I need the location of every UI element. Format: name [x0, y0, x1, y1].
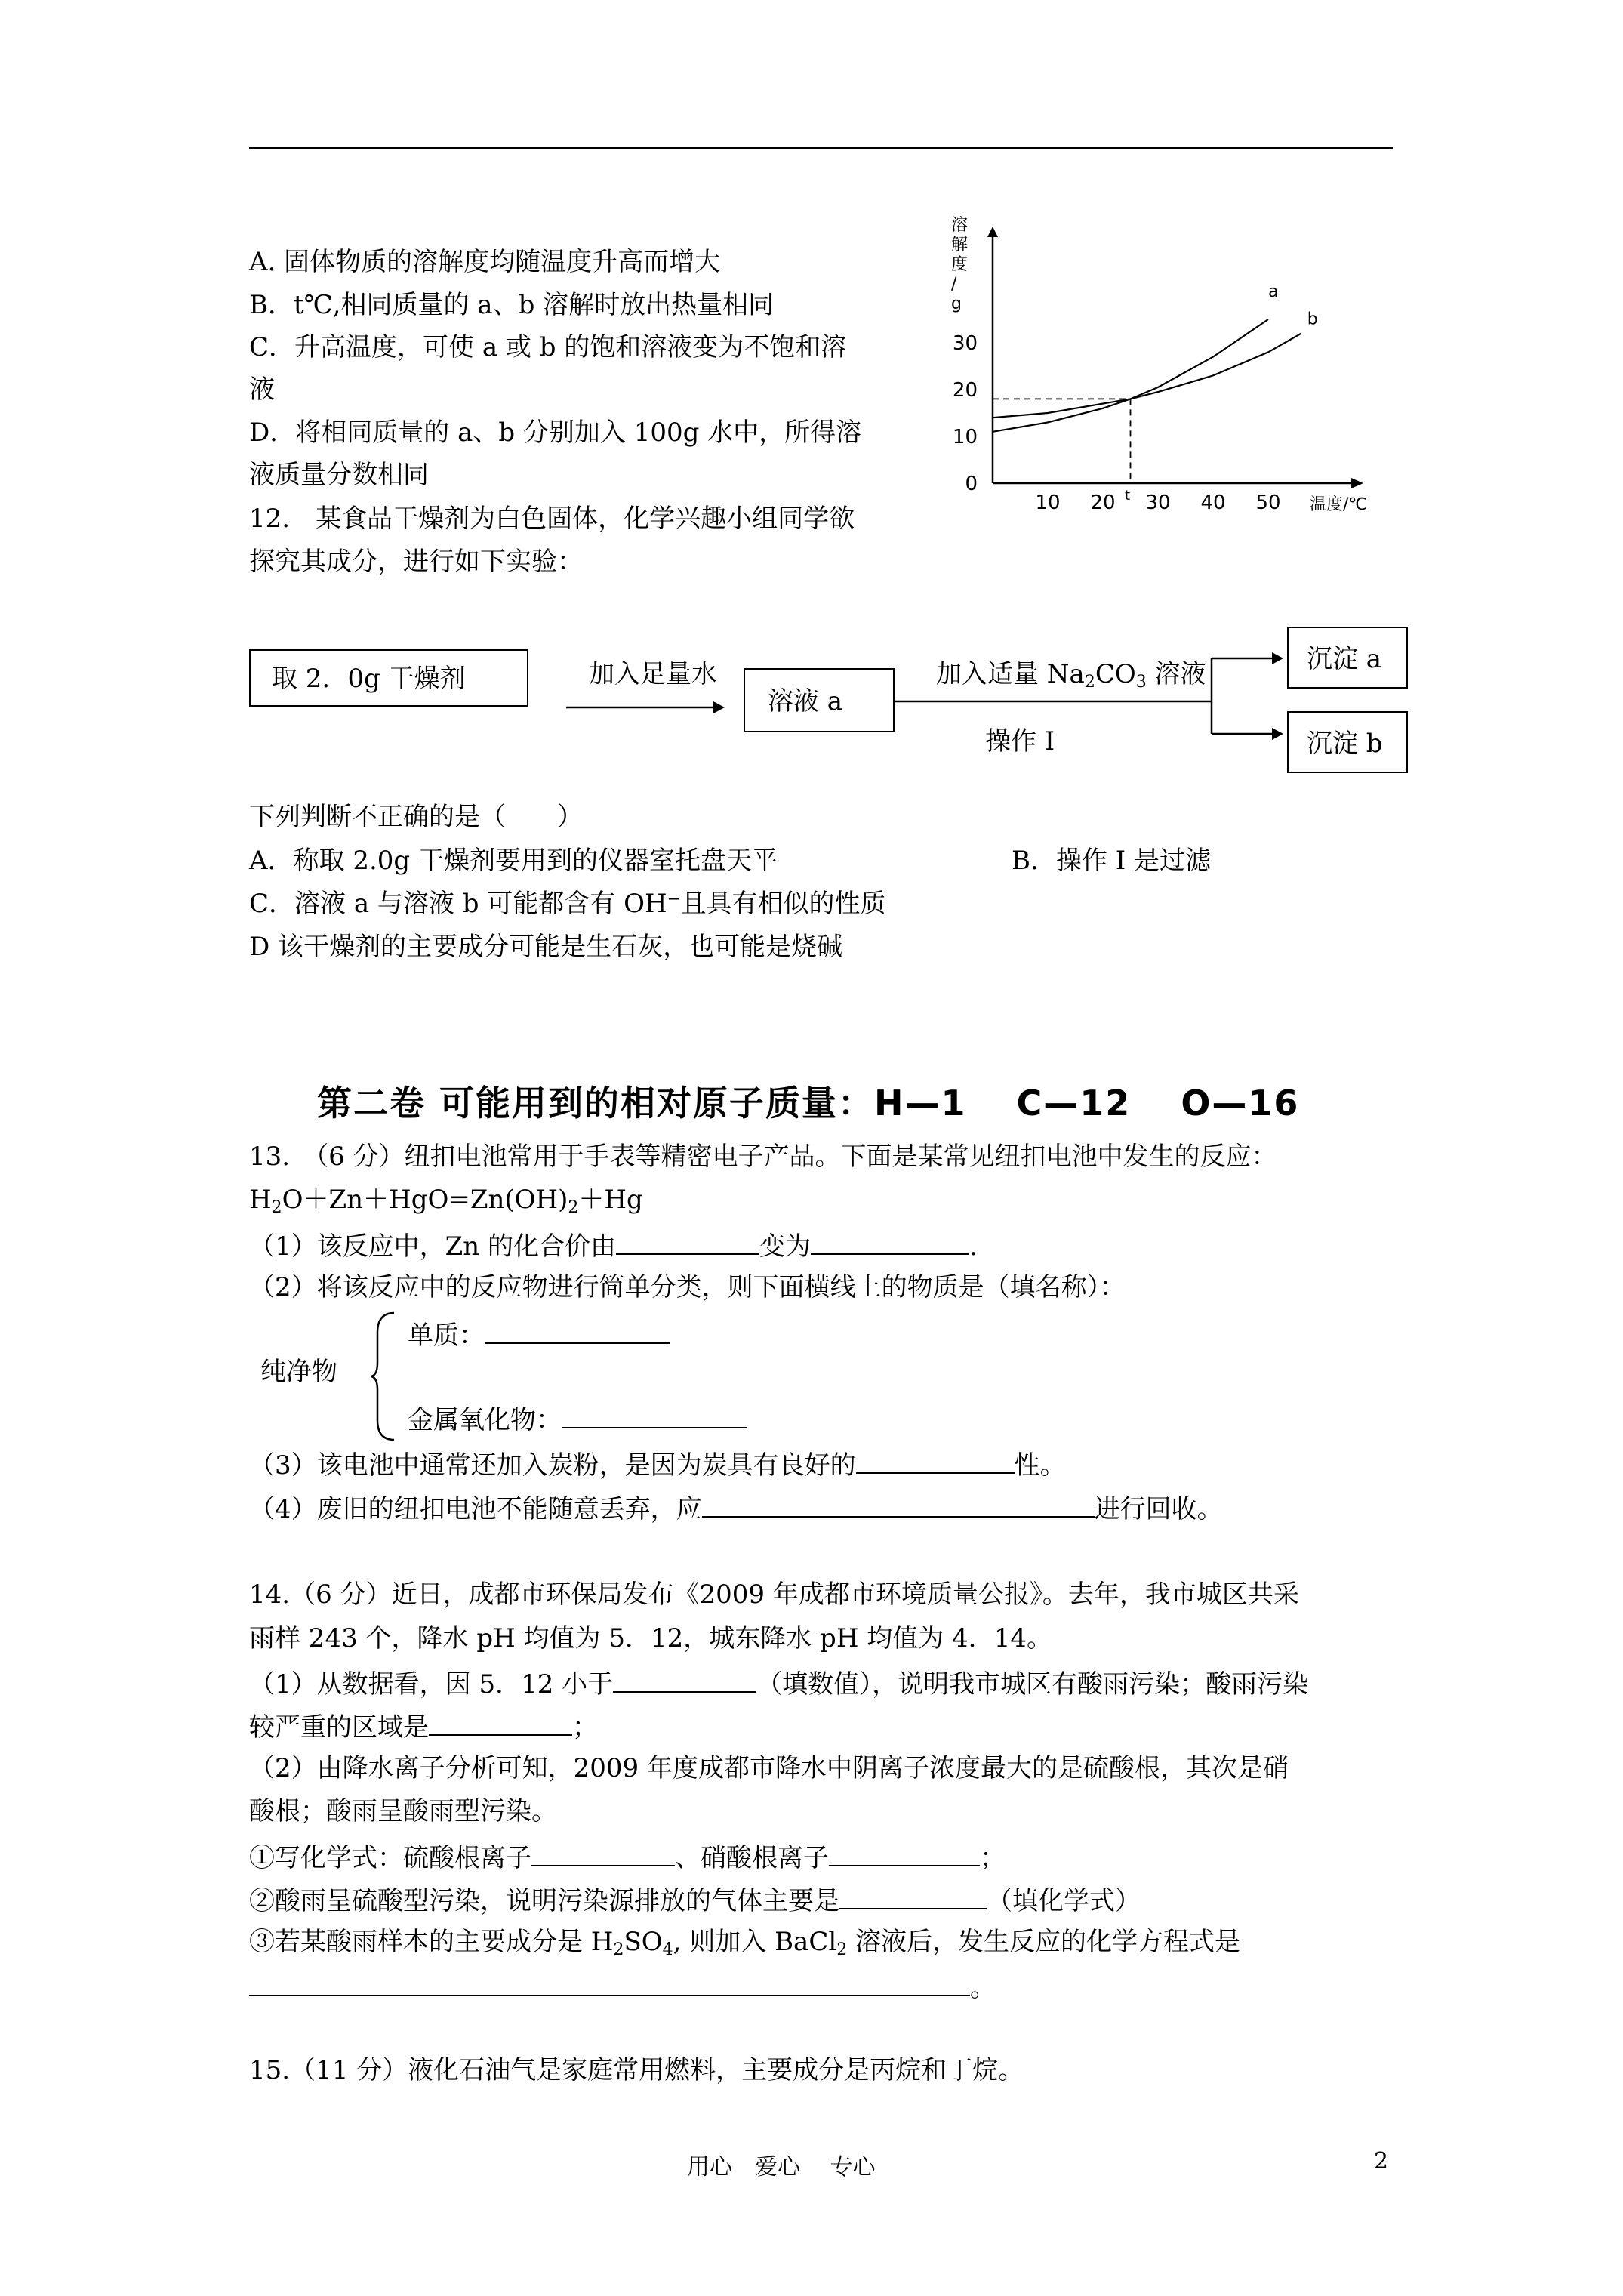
q13-blank-element[interactable]: [485, 1320, 670, 1344]
footer-page-number: 2: [1374, 2148, 1389, 2174]
header-rule: [249, 147, 1393, 149]
q13-element-row: 单质：: [408, 1320, 670, 1348]
q13-part1: （1）该反应中，Zn 的化合价由 变为 .: [249, 1231, 978, 1262]
x-tick-label: 10: [1035, 492, 1061, 514]
flow-operation-label: 操作 I: [985, 726, 1055, 757]
q14-line9: ③若某酸雨样本的主要成分是 $H_2SO_4$, 则加入 BaCl$_2$ 溶液后，发生反应的化学方程式是: [249, 1927, 1241, 1959]
q13-blank-4[interactable]: [702, 1493, 1095, 1518]
q14-line10: 。: [249, 1972, 996, 2001]
q13-blank-2[interactable]: [811, 1231, 969, 1255]
x-tick-label: 20: [1090, 492, 1116, 514]
flow-solution-a-box: [744, 668, 895, 732]
q13-part4: （4）废旧的纽扣电池不能随意丢弃，应 进行回收。: [249, 1494, 1223, 1524]
q14-line2: 雨样 243 个，降水 pH 均值为 5．12，城东降水 pH 均值为 4．14。: [249, 1623, 1052, 1653]
q13-part2: （2）将该反应中的反应物进行简单分类，则下面横线上的物质是（填名称）：: [249, 1272, 1126, 1302]
q11-option-c-line1: C．升高温度，可使 a 或 b 的饱和溶液变为不饱和溶: [249, 332, 847, 362]
q11-option-d-line1: D．将相同质量的 a、b 分别加入 100g 水中，所得溶: [249, 418, 862, 448]
x-tick-label: 30: [1145, 492, 1171, 514]
q14-blank-4[interactable]: [829, 1842, 980, 1866]
x-axis-arrow: [1351, 478, 1363, 488]
q12-question: 下列判断不正确的是（ ）: [249, 802, 583, 832]
y-tick-label: 0: [965, 473, 978, 495]
q14-blank-1[interactable]: [613, 1669, 756, 1693]
series-label-a: a: [1268, 282, 1279, 301]
q11-option-c-line2: 液: [249, 374, 275, 405]
q14-blank-3[interactable]: [531, 1842, 675, 1866]
y-axis-arrow: [987, 227, 998, 237]
flow-precipitate-b-box: [1287, 711, 1408, 773]
series-line-b: [993, 334, 1301, 418]
q13-part3: （3）该电池中通常还加入炭粉，是因为炭具有良好的 性。: [249, 1450, 1066, 1481]
q13-brace: [370, 1310, 400, 1442]
flow-precipitate-a-box: [1287, 627, 1408, 689]
footer-center-text: 用心 爱心 专心: [687, 2154, 876, 2180]
y-tick-label: 30: [952, 332, 978, 355]
q12-option-a: A．称取 2.0g 干燥剂要用到的仪器室托盘天平: [249, 846, 778, 876]
q12-option-b: B．操作 I 是过滤: [1012, 846, 1212, 876]
q14-blank-equation[interactable]: [249, 1972, 970, 1996]
y-tick-label: 20: [952, 379, 978, 402]
q13-blank-1[interactable]: [616, 1231, 759, 1255]
flow-start-label: 取 2．0g 干燥剂: [272, 664, 466, 694]
x-tick-label: t: [1124, 488, 1131, 504]
q13-equation: $H_2O+Zn+HgO=Zn(OH)_2+Hg$: [249, 1185, 643, 1217]
flow-arrow1-label: 加入足量水: [589, 659, 717, 689]
q11-option-b: B．t℃,相同质量的 a、b 溶解时放出热量相同: [249, 290, 775, 320]
q12-intro-line2: 探究其成分，进行如下实验：: [249, 547, 583, 577]
q13-metal-oxide-row: 金属氧化物：: [408, 1404, 747, 1433]
q13-pure-substance-label: 纯净物: [260, 1357, 337, 1387]
q14-line4: 较严重的区域是 ；: [249, 1712, 598, 1743]
flow-precipitate-a-label: 沉淀 a: [1307, 644, 1382, 674]
q14-line6: 酸根；酸雨呈酸雨型污染。: [249, 1796, 557, 1826]
flow-start-box: [249, 649, 528, 707]
q13-blank-3[interactable]: [856, 1450, 1015, 1474]
q11-option-a: A. 固体物质的溶解度均随温度升高而增大: [249, 247, 721, 277]
q14-blank-2[interactable]: [429, 1712, 572, 1736]
q14-line7: ①写化学式：硫酸根离子 、硝酸根离子 ；: [249, 1843, 1006, 1873]
q12-option-c: C．溶液 a 与溶液 b 可能都含有 OH⁻且具有相似的性质: [249, 889, 886, 919]
q14-line5: （2）由降水离子分析可知，2009 年度成都市降水中阴离子浓度最大的是硫酸根，其次是硝: [249, 1753, 1289, 1783]
flow-arrow1: [566, 698, 725, 717]
y-axis-label: 溶解度/ g: [951, 216, 969, 313]
q11-option-d-line2: 液质量分数相同: [249, 460, 429, 490]
flow-arrow2-label: 加入适量 $Na_2CO_3$ 溶液: [936, 659, 1206, 692]
solubility-chart: [929, 211, 1412, 529]
x-axis-label: 温度/℃: [1310, 495, 1368, 514]
x-tick-label: 40: [1200, 492, 1226, 514]
flow-precipitate-b-label: 沉淀 b: [1307, 729, 1383, 759]
q13-intro: 13. （6 分）纽扣电池常用于手表等精密电子产品。下面是某常见纽扣电池中发生的反应：: [249, 1142, 1277, 1172]
flow-solution-a-label: 溶液 a: [768, 686, 843, 717]
q14-line8: ②酸雨呈硫酸型污染，说明污染源排放的气体主要是 （填化学式）: [249, 1886, 1141, 1916]
q12-intro-line1: 12. 某食品干燥剂为白色固体，化学兴趣小组同学欲: [249, 504, 855, 534]
q12-option-d: D 该干燥剂的主要成分可能是生石灰，也可能是烧碱: [249, 932, 843, 962]
q14-blank-5[interactable]: [839, 1885, 987, 1909]
q13-blank-metal-oxide[interactable]: [562, 1404, 747, 1428]
q15-line1: 15.（11 分）液化石油气是家庭常用燃料，主要成分是丙烷和丁烷。: [249, 2055, 1024, 2085]
flow-branch-arrows: [895, 649, 1295, 755]
section2-title: 第二卷 可能用到的相对原子质量：H—1 C—12 O—16: [317, 1083, 1300, 1123]
q14-line3: （1）从数据看，因 5．12 小于 （填数值），说明我市城区有酸雨污染；酸雨污染: [249, 1669, 1309, 1700]
y-tick-label: 10: [952, 426, 978, 448]
x-tick-label: 50: [1255, 492, 1281, 514]
series-label-b: b: [1307, 310, 1318, 329]
q14-line1: 14.（6 分）近日，成都市环保局发布《2009 年成都市环境质量公报》。去年，我市城区共采: [249, 1579, 1299, 1610]
